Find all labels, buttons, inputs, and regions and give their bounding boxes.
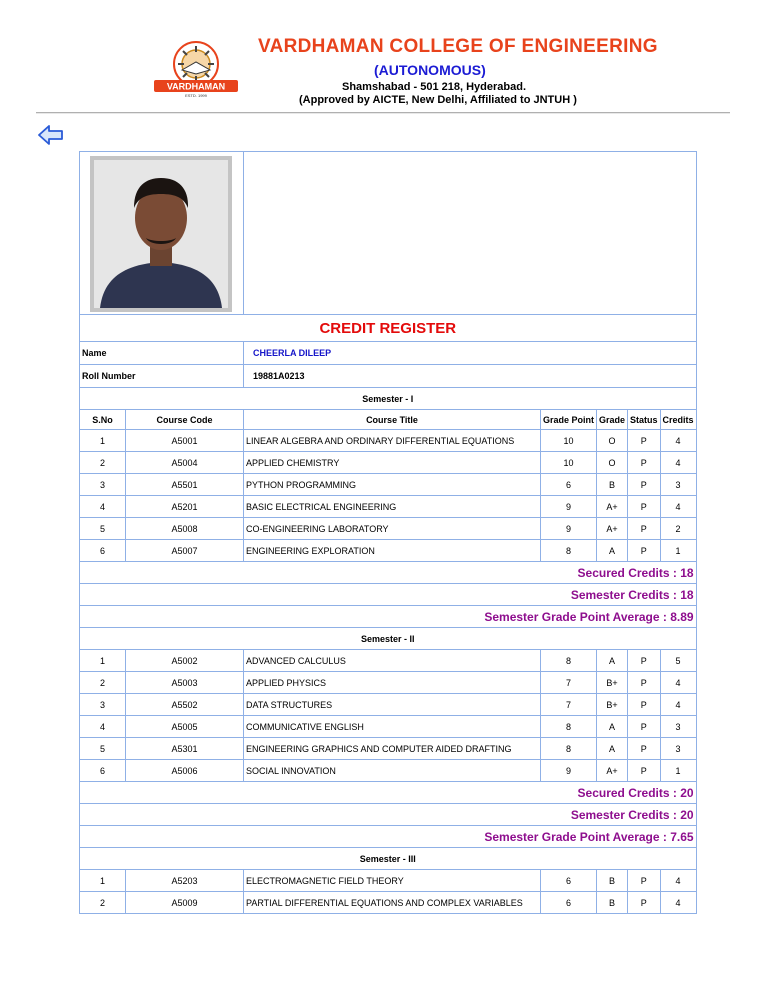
roll-label: Roll Number [80,365,244,388]
code-cell: A5201 [126,496,244,518]
table-row [80,474,697,496]
grade-cell: B+ [597,694,628,716]
grade-point-cell: 8 [541,716,597,738]
col-grade: Grade [597,410,628,430]
grade-cell: O [597,430,628,452]
sno-cell: 5 [80,518,126,540]
back-arrow-icon[interactable] [38,124,64,146]
col-sno: S.No [80,410,126,430]
grade-cell: B [597,474,628,496]
status-cell: P [628,672,661,694]
code-cell: A5008 [126,518,244,540]
credits-cell: 1 [660,760,696,782]
title-cell: APPLIED CHEMISTRY [244,452,541,474]
title-cell: PYTHON PROGRAMMING [244,474,541,496]
student-photo [90,156,232,312]
table-row [80,650,697,672]
sno-cell: 2 [80,452,126,474]
grade-point-cell: 6 [541,870,597,892]
header-divider [36,112,730,114]
code-cell: A5301 [126,738,244,760]
semester-title: Semester - II [80,628,697,650]
grade-point-cell: 9 [541,518,597,540]
status-cell: P [628,496,661,518]
title-cell: DATA STRUCTURES [244,694,541,716]
table-row [80,672,697,694]
table-row [80,540,697,562]
code-cell: A5004 [126,452,244,474]
code-cell: A5001 [126,430,244,452]
credits-cell: 1 [660,540,696,562]
grade-point-cell: 7 [541,694,597,716]
summary-row [80,782,697,804]
status-cell: P [628,716,661,738]
status-cell: P [628,738,661,760]
name-row [80,342,697,365]
secured-credits: Secured Credits : 18 [80,562,697,584]
title-cell: PARTIAL DIFFERENTIAL EQUATIONS AND COMPLEX VARIABLES [244,892,541,914]
table-row [80,892,697,914]
code-cell: A5502 [126,694,244,716]
approval-note: (Approved by AICTE, New Delhi, Affiliated to JNTUH ) [299,94,577,106]
grade-cell: O [597,452,628,474]
summary-row [80,826,697,848]
semester-title: Semester - III [80,848,697,870]
title-cell: ENGINEERING EXPLORATION [244,540,541,562]
status-cell: P [628,452,661,474]
status-cell: P [628,870,661,892]
table-row [80,738,697,760]
grade-cell: A [597,540,628,562]
code-cell: A5003 [126,672,244,694]
semester-header-row [80,848,697,870]
sno-cell: 3 [80,694,126,716]
sno-cell: 1 [80,650,126,672]
title-cell: ADVANCED CALCULUS [244,650,541,672]
grade-point-cell: 6 [541,474,597,496]
table-row [80,452,697,474]
code-cell: A5203 [126,870,244,892]
sno-cell: 4 [80,496,126,518]
summary-row [80,584,697,606]
credits-cell: 4 [660,496,696,518]
status-cell: P [628,474,661,496]
title-cell: ENGINEERING GRAPHICS AND COMPUTER AIDED DRAFTING [244,738,541,760]
status-cell: P [628,650,661,672]
semester-header-row [80,628,697,650]
grade-point-cell: 10 [541,430,597,452]
sno-cell: 2 [80,892,126,914]
grade-cell: A+ [597,518,628,540]
college-address: Shamshabad - 501 218, Hyderabad. [342,81,527,93]
grade-cell: A [597,738,628,760]
status-cell: P [628,540,661,562]
photo-side-cell [244,152,697,315]
photo-row [80,152,697,315]
grade-point-cell: 6 [541,892,597,914]
credits-cell: 4 [660,672,696,694]
summary-row [80,562,697,584]
sno-cell: 2 [80,672,126,694]
table-row [80,870,697,892]
table-row [80,518,697,540]
grade-point-cell: 8 [541,650,597,672]
grade-cell: A+ [597,760,628,782]
status-cell: P [628,892,661,914]
col-grade-point: Grade Point [541,410,597,430]
college-name: VARDHAMAN COLLEGE OF ENGINEERING [258,36,658,57]
grade-cell: B+ [597,672,628,694]
status-cell: P [628,694,661,716]
code-cell: A5501 [126,474,244,496]
title-cell: CO-ENGINEERING LABORATORY [244,518,541,540]
grade-point-cell: 9 [541,496,597,518]
semester-title: Semester - I [80,388,697,410]
code-cell: A5006 [126,760,244,782]
table-row [80,716,697,738]
col-credits: Credits [660,410,696,430]
name-label: Name [80,342,244,365]
credits-cell: 4 [660,430,696,452]
col-status: Status [628,410,661,430]
code-cell: A5007 [126,540,244,562]
student-name: CHEERLA DILEEP [244,342,697,365]
credits-cell: 3 [660,716,696,738]
sno-cell: 6 [80,540,126,562]
college-logo [150,40,242,98]
logo-estd: ESTD. 1999 [185,93,207,98]
grade-point-cell: 8 [541,738,597,760]
code-cell: A5002 [126,650,244,672]
sno-cell: 3 [80,474,126,496]
grade-point-cell: 7 [541,672,597,694]
col-course-title: Course Title [244,410,541,430]
credits-cell: 4 [660,694,696,716]
secured-credits: Secured Credits : 20 [80,782,697,804]
sno-cell: 4 [80,716,126,738]
col-course-code: Course Code [126,410,244,430]
table-row [80,430,697,452]
grade-cell: B [597,892,628,914]
grade-point-cell: 10 [541,452,597,474]
column-header-row [80,410,697,430]
semester-gpa: Semester Grade Point Average : 8.89 [80,606,697,628]
credits-cell: 3 [660,738,696,760]
credits-cell: 2 [660,518,696,540]
photo-cell [80,152,244,315]
title-cell: COMMUNICATIVE ENGLISH [244,716,541,738]
grade-point-cell: 8 [541,540,597,562]
grade-point-cell: 9 [541,760,597,782]
roll-row [80,365,697,388]
semester-gpa: Semester Grade Point Average : 7.65 [80,826,697,848]
title-row [80,315,697,342]
code-cell: A5009 [126,892,244,914]
register-title: CREDIT REGISTER [80,315,697,342]
sno-cell: 5 [80,738,126,760]
roll-number: 19881A0213 [244,365,697,388]
credits-cell: 5 [660,650,696,672]
sno-cell: 1 [80,870,126,892]
credits-cell: 3 [660,474,696,496]
grade-cell: B [597,870,628,892]
status-cell: P [628,760,661,782]
credit-register-table [79,151,697,914]
table-row [80,760,697,782]
semester-credits: Semester Credits : 20 [80,804,697,826]
code-cell: A5005 [126,716,244,738]
summary-row [80,804,697,826]
summary-row [80,606,697,628]
credits-cell: 4 [660,870,696,892]
title-cell: LINEAR ALGEBRA AND ORDINARY DIFFERENTIAL EQUATIONS [244,430,541,452]
table-row [80,496,697,518]
credits-cell: 4 [660,892,696,914]
title-cell: ELECTROMAGNETIC FIELD THEORY [244,870,541,892]
status-cell: P [628,430,661,452]
page-header [0,0,765,112]
grade-cell: A+ [597,496,628,518]
title-cell: APPLIED PHYSICS [244,672,541,694]
title-cell: BASIC ELECTRICAL ENGINEERING [244,496,541,518]
autonomous-label: (AUTONOMOUS) [374,62,486,78]
grade-cell: A [597,650,628,672]
credits-cell: 4 [660,452,696,474]
logo-text: VARDHAMAN [166,81,226,92]
grade-cell: A [597,716,628,738]
title-cell: SOCIAL INNOVATION [244,760,541,782]
sno-cell: 1 [80,430,126,452]
semester-header-row [80,388,697,410]
table-row [80,694,697,716]
semester-credits: Semester Credits : 18 [80,584,697,606]
sno-cell: 6 [80,760,126,782]
status-cell: P [628,518,661,540]
